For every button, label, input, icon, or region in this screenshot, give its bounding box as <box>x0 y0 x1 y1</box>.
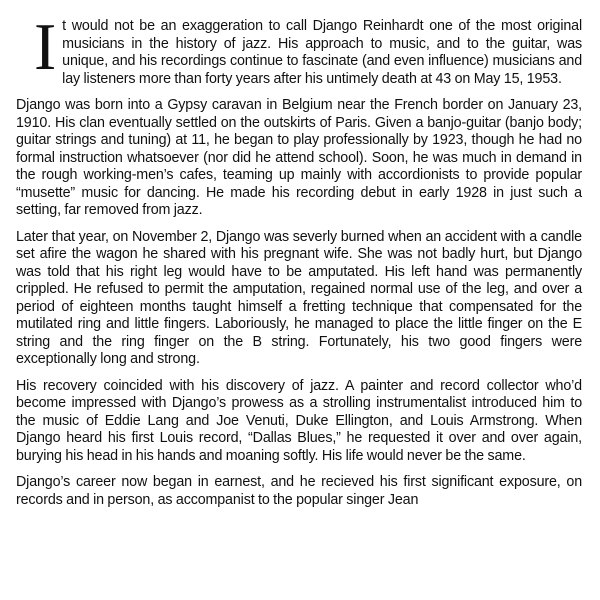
paragraph-4: His recovery coincided with his discovery of jazz. A painter and record collector who’d become impressed with Django’s prowess as a strolling instrumentalist introduced him to the music of Eddie Lang and Joe Venuti, Duke Ellington, and Louis Armstrong. When Django heard his first Louis record, “Dallas Blues,” he requested it over and over again, burying his head in his hands and moaning softly. His life would never be the same. <box>16 377 582 464</box>
paragraph-1 <box>16 10 582 88</box>
paragraph-2: Django was born into a Gypsy caravan in Belgium near the French border on January 23, 1910. His clan eventually settled on the outskirts of Paris. Given a banjo-guitar (banjo body; guitar strings and tuning) at 11, he began to play professionally by 1923, though he had no formal instruction whatsoever (nor did he attend school). Soon, he was much in demand in the rough working-men’s cafes, teaming up mainly with accordionists to provide popular “musette” music for dancing. He made his recording debut in early 1928 in just such a setting, far removed from jazz. <box>16 97 582 218</box>
paragraph-5: Django’s career now began in earnest, and he recieved his first significant exposure, on records and in person, as accompanist to the popular singer Jean <box>16 474 582 508</box>
paragraph-1-text: t would not be an exaggeration to call Django Reinhardt one of the most original musicians in the history of jazz. His approach to music, and to the guitar, was unique, and his recordings continue to fascinate (and even influence) musicians and lay listeners more than forty years after his untimely death at 43 on May 15, 1953. <box>62 18 582 87</box>
drop-cap: I <box>34 10 57 84</box>
paragraph-3: Later that year, on November 2, Django was severly burned when an accident with a candle set afire the wagon he shared with his pregnant wife. She was not badly hurt, but Django was told that his right leg would have to be amputated. His left hand was permanently crippled. He refused to permit the amputation, regained normal use of the leg, and over a period of eighteen months taught himself a fretting technique that compensated for the mutilated ring and little fingers. Laboriously, he managed to place the little finger on the E string and the ring finger on the B string. Fortunately, his two good fingers were exceptionally long and strong. <box>16 228 582 367</box>
